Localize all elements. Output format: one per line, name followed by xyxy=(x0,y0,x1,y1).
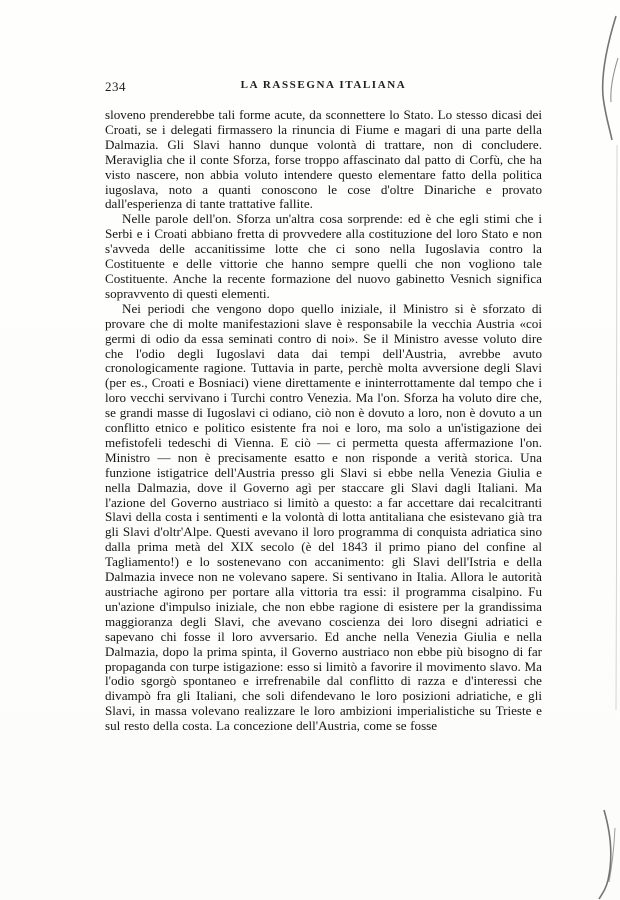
scan-artifact-bottom-right xyxy=(599,810,611,899)
scan-artifact-top-right-small xyxy=(611,58,618,102)
paragraph-continuation: sloveno prenderebbe tali forme acute, da sconnettere lo Stato. Lo stesso dicasi dei Croati, se i delegati firmassero la rinuncia di Fiume e magari di una parte della Dalmazia. Gli Slavi hanno dunque volontà di trattare, non di concludere. Meraviglia che il conte Sforza, forse troppo affascinato dal patto di Corfù, che ha visto nascere, non abbia voluto intendere questo elementare fatto della politica iugoslava, noto a quanti conoscono le cose d'oltre Dinariche e provato dall'esperienza di tante trattative fallite. xyxy=(105,107,542,212)
paragraph: Nelle parole dell'on. Sforza un'altra cosa sorprende: ed è che egli stimi che i Serbi e i Croati abbiano fretta di provvedere alla costituzione del loro Stato e non s'avveda delle accanitissime lotte che ci sono nella Iugoslavia contro la Costituente e delle vittorie che hanno sempre quelli che non vogliono tale Costituente. Anche la recente formazione del nuovo gabinetto Vesnich significa sopravvento di questi elementi. xyxy=(105,211,542,301)
paragraph: Nei periodi che vengono dopo quello iniziale, il Ministro si è sforzato di provare che di molte manifestazioni slave è responsabile la vecchia Austria «coi germi di odio da essa seminati contro di noi». Se il Ministro avesse voluto dire che l'odio degli Iugoslavi data dai tempi dell'Austria, avrebbe avuto cronologicamente ragione. Tuttavia in parte, perchè molta avversione degli Slavi (per es., Croati e Bosniaci) viene direttamente e ininterrottamente dal tempo che i loro vecchi servivano i Turchi contro Venezia. Ma l'on. Sforza ha voluto dire che, se grandi masse di Iugoslavi ci odiano, ciò non è dovuto a loro, non è dovuto a un conflitto etnico e politico esistente fra noi e loro, ma solo a un'istigazione dei mefistofeli tedeschi di Vienna. E ciò — ci permetta questa affermazione l'on. Ministro — non è precisamente esatto e non risponde a verità storica. Una funzione istigatrice dell'Austria presso gli Slavi si ebbe nella Venezia Giulia e nella Dalmazia, dove il Governo agì per staccare gli Slavi dagli Italiani. Ma l'azione del Governo austriaco si limitò a questo: a far accettare dai recalcitranti Slavi della costa i sentimenti e la volontà di lotta antitaliana che esistevano già tra gli Slavi d'oltr'Alpe. Questi avevano il loro programma di conquista adriatica sino dalla prima metà del XIX secolo (è del 1843 il primo piano del confine al Tagliamento!) e lo sostenevano con accanimento: gli Slavi dell'Istria e della Dalmazia invece non ne volevano sapere. Si sentivano in Italia. Allora le autorità austriache agirono per portare alla vittoria tra essi: il programma cisalpino. Fu un'azione d'impulso iniziale, che non ebbe ragione di esistere per la grandissima maggioranza degli Slavi, che avevano coscienza dei loro disegni adriatici e sapevano chi fosse il loro avversario. Ed anche nella Venezia Giulia e nella Dalmazia, dopo la prima spinta, il Governo austriaco non ebbe più bisogno di far propaganda con turpe istigazione: esso si limitò a favorire il movimento slavo. Ma l'odio sgorgò spontaneo e irrefrenabile dal conflitto di razza e d'interessi che divampò fra gli Italiani, che soli difendevano le loro posizioni adriatiche, e gli Slavi, in massa volevano realizzare le loro ambizioni imperialistiche su Trieste e sul resto della costa. La concezione dell'Austria, come se fosse xyxy=(105,300,542,734)
page-number: 234 xyxy=(105,79,126,94)
scan-artifact-bottom-right-small xyxy=(609,828,615,882)
scan-artifact-top-right xyxy=(603,16,616,140)
page-header xyxy=(105,79,542,95)
journal-title: LA RASSEGNA ITALIANA xyxy=(240,79,407,91)
page-body xyxy=(105,108,542,734)
scan-artifact-right-edge-line xyxy=(616,145,617,710)
